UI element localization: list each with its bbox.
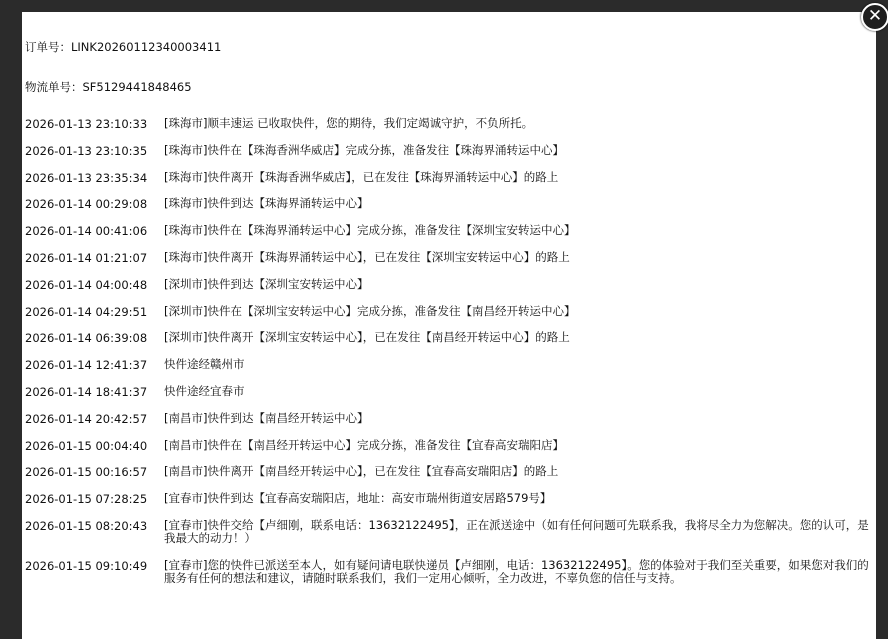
order-number-row bbox=[25, 39, 221, 55]
tracking-row bbox=[25, 144, 870, 171]
event-time: 2026-01-15 08:20:43 bbox=[25, 518, 148, 533]
tracking-row bbox=[25, 559, 870, 611]
tracking-row bbox=[25, 519, 870, 559]
event-description: [深圳市]快件离开【深圳宝安转运中心】，已在发往【南昌经开转运中心】的路上 bbox=[164, 330, 570, 345]
event-time: 2026-01-14 18:41:37 bbox=[25, 384, 148, 399]
logistics-number-value: SF5129441848465 bbox=[82, 80, 192, 94]
tracking-row bbox=[25, 117, 870, 144]
logistics-number-label: 物流单号： bbox=[25, 80, 83, 94]
event-time: 2026-01-13 23:35:34 bbox=[25, 170, 148, 185]
tracking-row bbox=[25, 412, 870, 439]
event-description: 快件途经赣州市 bbox=[164, 357, 245, 372]
event-time: 2026-01-14 04:29:51 bbox=[25, 304, 148, 319]
event-time: 2026-01-14 20:42:57 bbox=[25, 411, 148, 426]
tracking-row bbox=[25, 492, 870, 519]
event-time: 2026-01-15 00:04:40 bbox=[25, 438, 148, 453]
tracking-row bbox=[25, 439, 870, 466]
logistics-modal bbox=[22, 12, 876, 639]
event-time: 2026-01-14 00:41:06 bbox=[25, 224, 148, 239]
tracking-row bbox=[25, 171, 870, 198]
close-button[interactable] bbox=[861, 3, 888, 31]
event-description: [珠海市]快件在【珠海香洲华威店】完成分拣，准备发往【珠海界涌转运中心】 bbox=[164, 142, 564, 157]
event-description: [宜春市]您的快件已派送至本人，如有疑问请电联快递员【卢细刚，电话：13632122495】。您的体验对于我们至关重要，如果您对我们的服务有任何的想法和建议，请随时联系我们，我们一定用心倾听，全力改进，不辜负您的信任与支持。 bbox=[164, 557, 869, 585]
event-time: 2026-01-14 01:21:07 bbox=[25, 250, 148, 265]
event-description: [珠海市]快件离开【珠海界涌转运中心】，已在发往【深圳宝安转运中心】的路上 bbox=[164, 249, 570, 264]
tracking-list bbox=[25, 117, 870, 611]
event-time: 2026-01-13 23:10:33 bbox=[25, 117, 148, 131]
tracking-row bbox=[25, 385, 870, 412]
event-description: [珠海市]快件在【珠海界涌转运中心】完成分拣，准备发往【深圳宝安转运中心】 bbox=[164, 223, 576, 238]
tracking-row bbox=[25, 465, 870, 492]
tracking-row bbox=[25, 224, 870, 251]
event-time: 2026-01-15 07:28:25 bbox=[25, 492, 148, 507]
event-description: [珠海市]快件离开【珠海香洲华威店】，已在发往【珠海界涌转运中心】的路上 bbox=[164, 169, 559, 184]
logistics-number-row bbox=[25, 79, 192, 95]
event-time: 2026-01-14 04:00:48 bbox=[25, 277, 148, 292]
event-description: [珠海市]快件到达【珠海界涌转运中心】 bbox=[164, 196, 369, 211]
event-description: 快件途经宜春市 bbox=[164, 383, 245, 398]
tracking-row bbox=[25, 331, 870, 358]
event-time: 2026-01-13 23:10:35 bbox=[25, 143, 148, 158]
tracking-row bbox=[25, 305, 870, 332]
order-number-value: LINK20260112340003411 bbox=[71, 40, 222, 54]
close-icon: ✕ bbox=[867, 6, 883, 26]
event-time: 2026-01-15 00:16:57 bbox=[25, 465, 148, 480]
event-time: 2026-01-14 12:41:37 bbox=[25, 358, 148, 373]
event-description: [深圳市]快件在【深圳宝安转运中心】完成分拣，准备发往【南昌经开转运中心】 bbox=[164, 303, 576, 318]
tracking-row bbox=[25, 358, 870, 385]
tracking-row bbox=[25, 251, 870, 278]
event-description: [南昌市]快件在【南昌经开转运中心】完成分拣，准备发往【宜春高安瑞阳店】 bbox=[164, 437, 564, 452]
event-description: [珠海市]顺丰速运 已收取快件，您的期待，我们定竭诚守护，不负所托。 bbox=[164, 116, 534, 130]
event-description: [宜春市]快件到达【宜春高安瑞阳店，地址：高安市瑞州街道安居路579号】 bbox=[164, 491, 552, 506]
event-description: [南昌市]快件离开【南昌经开转运中心】，已在发往【宜春高安瑞阳店】的路上 bbox=[164, 464, 559, 479]
order-number-label: 订单号： bbox=[25, 40, 71, 54]
event-description: [南昌市]快件到达【南昌经开转运中心】 bbox=[164, 410, 369, 425]
event-description: [宜春市]快件交给【卢细刚，联系电话：13632122495】，正在派送途中（如有任何问题可先联系我，我将尽全力为您解决。您的认可，是我最大的动力！） bbox=[164, 517, 869, 545]
tracking-row bbox=[25, 278, 870, 305]
event-description: [深圳市]快件到达【深圳宝安转运中心】 bbox=[164, 276, 369, 291]
event-time: 2026-01-15 09:10:49 bbox=[25, 558, 148, 573]
tracking-row bbox=[25, 197, 870, 224]
event-time: 2026-01-14 06:39:08 bbox=[25, 331, 148, 346]
event-time: 2026-01-14 00:29:08 bbox=[25, 197, 148, 212]
